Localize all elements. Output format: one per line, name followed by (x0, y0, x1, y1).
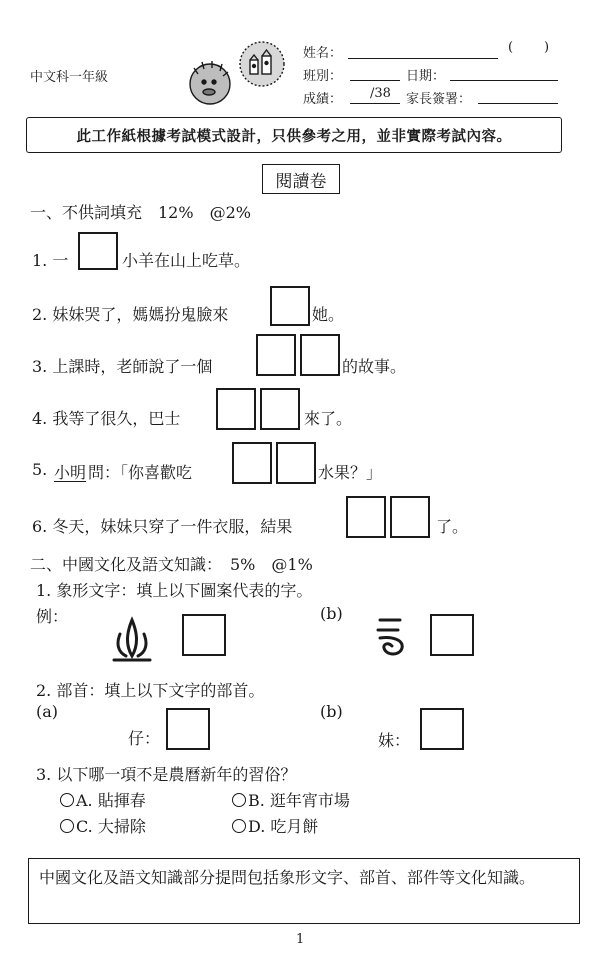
score-line[interactable] (350, 103, 400, 104)
option-d-radio[interactable] (232, 819, 246, 833)
option-a-label: A. 貼揮春 (76, 791, 146, 810)
date-line[interactable] (450, 80, 558, 81)
q6-suffix: 了。 (436, 517, 469, 536)
grade-label: 中文科一年級 (30, 70, 109, 85)
radical-a-answer-box[interactable] (166, 708, 210, 750)
radical-b-answer-box[interactable] (420, 708, 464, 750)
mascot-illustration (180, 38, 290, 114)
q4-answer-box-1[interactable] (216, 388, 256, 430)
parent-signature-label: 家長簽署： (406, 92, 472, 107)
paper-title: 閱讀卷 (262, 164, 340, 194)
name-label: 姓名： (303, 46, 343, 61)
class-label: 班別： (303, 69, 343, 84)
custom-question: 3. 以下哪一項不是農曆新年的習俗？ (36, 765, 297, 784)
score-total: /38 (370, 86, 391, 101)
parent-signature-line[interactable] (478, 103, 558, 104)
section1-heading: 一、不供詞填充 12% @2% (30, 203, 251, 222)
q3-answer-box-1[interactable] (256, 334, 296, 376)
q5-prefix: 問：「你喜歡吃 (88, 463, 193, 482)
pictograph-question: 1. 象形文字：填上以下圖案代表的字。 (36, 581, 313, 600)
option-c-label: C. 大掃除 (76, 817, 146, 836)
example-answer-box[interactable] (182, 614, 226, 656)
option-c[interactable] (60, 814, 146, 837)
option-b-label: B. 逛年宵市場 (248, 791, 350, 810)
q5-answer-box-1[interactable] (232, 442, 272, 484)
option-b-radio[interactable] (232, 793, 246, 807)
q1-prefix: 1. 一 (32, 251, 69, 270)
option-d[interactable] (232, 814, 318, 837)
option-d-label: D. 吃月餅 (248, 817, 319, 836)
option-b[interactable] (232, 788, 350, 811)
option-a-radio[interactable] (60, 793, 74, 807)
pictograph-b-icon (374, 614, 410, 660)
pictograph-b-answer-box[interactable] (430, 614, 474, 656)
q3-suffix: 的故事。 (342, 357, 407, 376)
q4-answer-box-2[interactable] (260, 388, 300, 430)
q3-answer-box-2[interactable] (300, 334, 340, 376)
q6-answer-box-1[interactable] (346, 496, 386, 538)
q3-prefix: 3. 上課時，老師說了一個 (32, 357, 213, 376)
q6-answer-box-2[interactable] (390, 496, 430, 538)
q1-suffix: 小羊在山上吃草。 (122, 251, 251, 270)
name-line[interactable] (348, 58, 498, 59)
radical-b-label: (b) (320, 702, 343, 721)
q4-prefix: 4. 我等了很久，巴士 (32, 409, 181, 428)
q2-answer-box[interactable] (270, 286, 310, 326)
q5-answer-box-2[interactable] (276, 442, 316, 484)
b-label: (b) (320, 604, 343, 623)
page-number: 1 (296, 932, 305, 947)
radical-a-char: 仔： (128, 729, 161, 748)
q5-suffix: 水果？」 (318, 463, 383, 482)
example-label: 例： (36, 607, 69, 626)
score-label: 成績： (303, 92, 343, 107)
section2-heading: 二、中國文化及語文知識： 5% @1% (30, 555, 313, 574)
paren-open: ( (508, 40, 514, 55)
note-box: 中國文化及語文知識部分提問包括象形文字、部首、部件等文化知識。 (28, 858, 580, 924)
radical-b-char: 妹： (378, 731, 411, 750)
q4-suffix: 來了。 (304, 409, 353, 428)
fire-pictograph-icon (108, 612, 156, 666)
option-c-radio[interactable] (60, 819, 74, 833)
radical-question: 2. 部首：填上以下文字的部首。 (36, 681, 265, 700)
q5-number: 5. (32, 460, 48, 479)
option-a[interactable] (60, 788, 146, 811)
q2-prefix: 2. 妹妹哭了，媽媽扮鬼臉來 (32, 305, 229, 324)
disclaimer-banner: 此工作紙根據考試模式設計，只供參考之用，並非實際考試內容。 (26, 117, 562, 153)
class-line[interactable] (350, 80, 400, 81)
q6-prefix: 6. 冬天，妹妹只穿了一件衣服，結果 (32, 517, 293, 536)
date-label: 日期： (406, 69, 446, 84)
q5-name: 小明 (54, 463, 87, 482)
q1-answer-box[interactable] (78, 232, 118, 270)
radical-a-label: (a) (36, 702, 59, 721)
q2-suffix: 她。 (312, 305, 345, 324)
paren-close: ) (544, 40, 550, 55)
